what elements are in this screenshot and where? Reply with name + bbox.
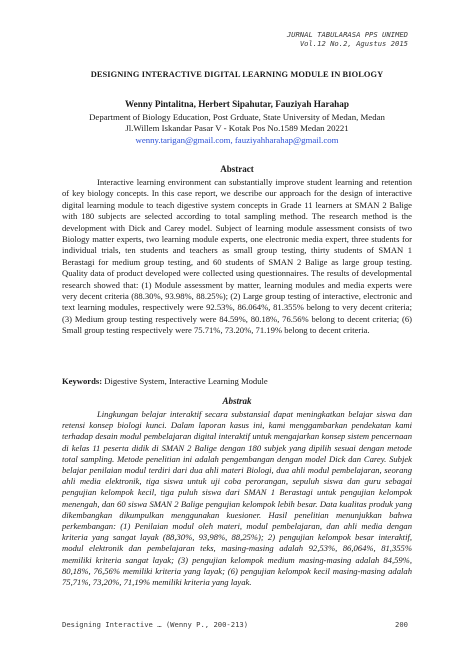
journal-name: JURNAL TABULARASA PPS UNIMED [286, 30, 408, 39]
page-number: 200 [395, 620, 408, 629]
paper-authors: Wenny Pintalitna, Herbert Sipahutar, Fauziyah Harahap [124, 99, 349, 109]
keywords [62, 376, 412, 386]
running-title: Designing Interactive … (Wenny P., 200-213) [62, 620, 249, 629]
journal-volume: Vol.12 No.2, Agustus 2015 [299, 39, 408, 48]
journal-header [287, 30, 408, 48]
abstrak-heading: Abstrak [222, 396, 252, 406]
affiliation-line-2: Jl.Willem Iskandar Pasar V - Kotak Pos No.1589 Medan 20221 [125, 123, 349, 133]
affiliation-line-1: Department of Biology Education, Post Grduate, State University of Medan, Medan [89, 112, 385, 122]
author-emails[interactable]: wenny.tarigan@gmail.com, fauziyahharahap@gmail.com [135, 135, 339, 145]
keywords-list: Digestive System, Interactive Learning Module [102, 376, 268, 386]
abstrak-body: Lingkungan belajar interaktif secara substansial dapat meningkatkan belajar siswa dan retensi konsep biologi kunci. Dalam laporan kasus ini, kami menggambarkan pendekatan kami terhadap desain modul pembelajaran digital interaktif untuk mengajarkan konsep sistem pencernaan di kelas 11 peserta didik di SMAN 2 Balige dengan 180 subjek yang dipilih sesuai dengan metode total sampling. Metode penelitian ini adalah pengembangan dengan model Dick dan Carey. Subjek belajar penilaian modul terdiri dari dua ahli materi Biologi, dua ahli modul pembelajaran, seorang ahli media elektronik, tiga siswa untuk uji coba perorangan, sepuluh siswa dan guru sebagai pengujian kelompok kecil, tiga puluh siswa dari SMAN 1 Berastagi untuk pengujian kelompok menengah, dan 60 siswa SMAN 2 Balige pengujian kelompok lebih besar. Data kualitas produk yang dikembangkan dikumpulkan menggunakan kuesioner. Hasil penelitian menunjukkan bahwa perkembangan: (1) Penilaian modul oleh materi, modul pembelajaran, dan ahli media dengan kriteria yang sangat layak (88,30%, 93,98%, 88,25%); 2) pengujian kelompok besar interaktif, modul elektronik dan pembelajaran teks, masing-masing adalah 92,53%, 86,064%, 81,355% memiliki kriteria sangat layak; (3) pengujian kelompok medium masing-masing adalah 84,59%, 80,18%, 76,56% memiliki kriteria yang layak; (6) pengujian kelompok kecil masing-masing adalah 75,71%, 73,20%, 71,19% memiliki kriteria yang layak. [62, 409, 412, 588]
abstract-heading: Abstract [220, 164, 254, 174]
abstract-body: Interactive learning environment can substantially improve student learning and retention of key biology concepts. In this case report, we describe our approach for the design of interactive digital learning module to teach digestive system concepts in Grade 11 learners at SMAN 2 Balige with 180 subjects are selected according to total sampling method. The research method is the development with Dick and Carey model. Subject of learning module assessment consists of two Biology matter experts, two learning module experts, one electronic media expert, three students for individual trials, ten students and teachers as small group testing, thirty students of SMAN 1 Berastagi for medium group testing, and 60 students of SMAN 2 Balige as large group testing. Quality data of product developed were collected using questionnaires. The results of developmental research showed that: (1) Module assessment by matter, learning modules and media experts were very decent criteria (88.30%, 93.98%, 88.25%); (2) Large group testing of interactive, electronic and text learning modules, respectively were 92.53%, 86.064%, 81.355% belong to very decent criteria; (3) Medium group testing respectively were 84.59%, 80.18%, 76.56% belong to decent criteria; (6) Small group testing respectively were 75.71%, 73.20%, 71.19% belong to decent criteria. [62, 177, 412, 336]
paper-affiliation [0, 112, 474, 134]
paper-title: DESIGNING INTERACTIVE DIGITAL LEARNING MODULE IN BIOLOGY [90, 70, 384, 79]
keywords-label: Keywords: [62, 376, 103, 386]
